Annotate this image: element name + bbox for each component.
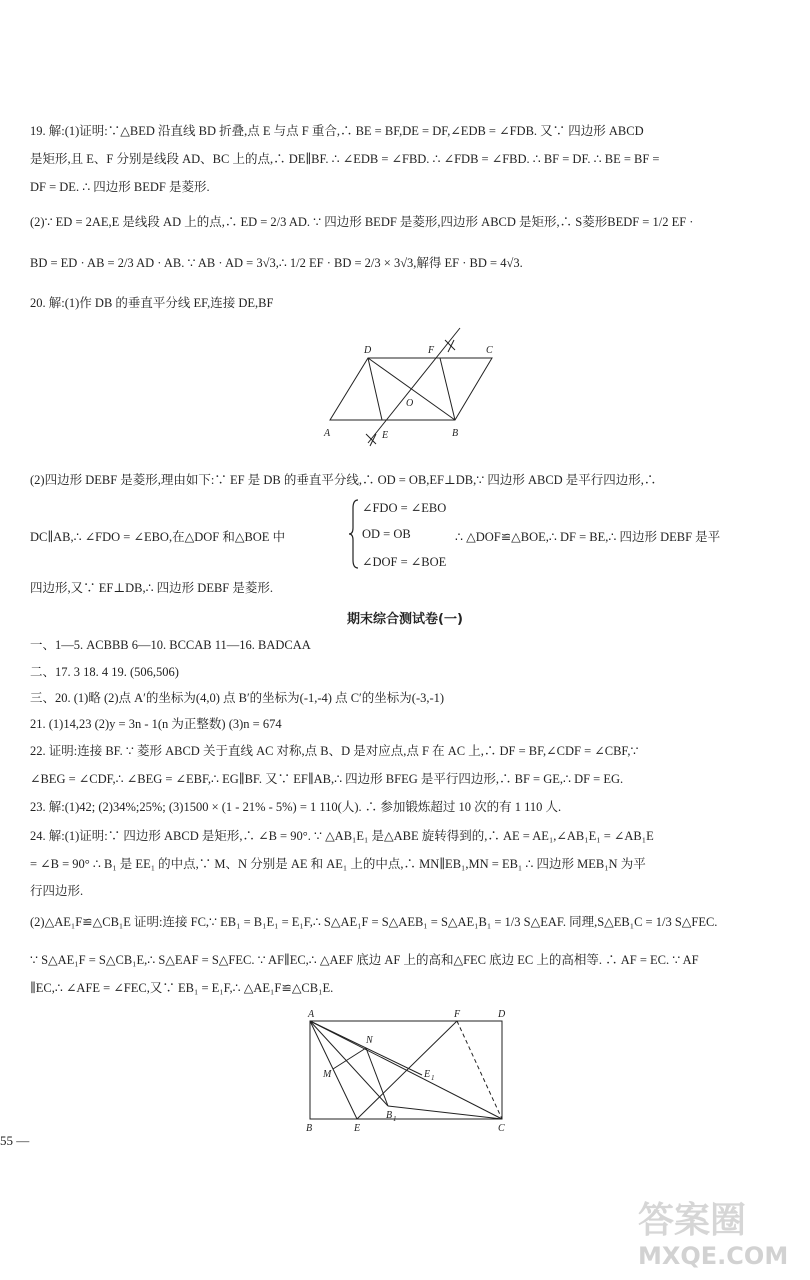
label-c: C	[486, 345, 493, 356]
text-line: 三、20. (1)略 (2)点 A′的坐标为(4,0) 点 B′的坐标为(-1,-4) 点 C′的坐标为(-3,-1)	[30, 691, 445, 705]
parallelogram-figure	[320, 318, 500, 448]
label-a: A	[308, 1009, 315, 1020]
text-line: 22. 证明:连接 BF. ∵ 菱形 ABCD 关于直线 AC 对称,点 B、D 是对应点,点 F 在 AC 上,∴ DF = BF,∠CDF = ∠CBF,∵	[30, 744, 639, 758]
label-d: D	[364, 345, 372, 356]
brace-prefix: DC∥AB,∴ ∠FDO = ∠EBO,在△DOF 和△BOE 中	[30, 530, 286, 544]
text-line: 四边形,又∵ EF⊥DB,∴ 四边形 DEBF 是菱形.	[30, 581, 273, 595]
text-line: ∵ S△AE₁F = S△CB₁E,∴ S△EAF = S△FEC. ∵ AF∥EC,∴ △AEF 底边 AF 上的高和△FEC 底边 EC 上的高相等. ∴ AF = EC. ∵ AF	[30, 953, 699, 967]
arc-mark-top	[445, 340, 455, 352]
label-f: F	[428, 345, 435, 356]
watermark-title: 答案圈	[638, 1200, 747, 1241]
text-line: 19. 解:(1)证明:∵△BED 沿直线 BD 折叠,点 E 与点 F 重合,∴ BE = BF,DE = DF,∠EDB = ∠FDB. 又∵ 四边形 ABCD	[30, 124, 644, 138]
label-e1-sub: 1	[431, 1074, 435, 1082]
watermark-logo	[630, 1190, 800, 1270]
text-line: 21. (1)14,23 (2)y = 3n - 1(n 为正整数) (3)n = 674	[30, 717, 282, 731]
rectangle-figure	[300, 1005, 515, 1135]
text-line: (2)∵ ED = 2AE,E 是线段 AD 上的点,∴ ED = 2/3 AD. ∵ 四边形 BEDF 是菱形,四边形 ABCD 是矩形,∴ S菱形BEDF = 1/2 EF ·	[30, 215, 694, 229]
congruence-conditions	[30, 494, 790, 574]
text-line: (2)△AE₁F≌△CB₁E 证明:连接 FC,∵ EB₁ = B₁E₁ = E₁F,∴ S△AE₁F = S△AEB₁ = S△AE₁B₁ = 1/3 S△EAF. 同理,S△EB₁C = 1/3 S△FEC.	[30, 915, 718, 929]
label-d: D	[498, 1009, 506, 1020]
section-heading: 期末综合测试卷(一)	[347, 612, 463, 627]
label-e: E	[382, 430, 389, 441]
segment-fc-dashed	[457, 1021, 502, 1119]
brace-suffix: ∴ △DOF≌△BOE,∴ DF = BE,∴ 四边形 DEBF 是平	[455, 530, 721, 544]
label-b: B	[306, 1123, 313, 1134]
segment-ae	[310, 1021, 357, 1119]
text-line: 是矩形,且 E、F 分别是线段 AD、BC 上的点,∴ DE∥BF. ∴ ∠EDB = ∠FBD. ∴ ∠FDB = ∠FBD. ∴ BF = DF. ∴ BE = BF =	[30, 152, 660, 166]
watermark-url: MXQE.COM	[638, 1242, 789, 1270]
text-line: 24. 解:(1)证明:∵ 四边形 ABCD 是矩形,∴ ∠B = 90°. ∵ △AB₁E₁ 是△ABE 旋转得到的,∴ AE = AE₁,∠AB₁E₁ = ∠AB₁E	[30, 829, 654, 843]
segment-ab1	[310, 1021, 388, 1106]
text-line: 一、1—5. ACBBB 6—10. BCCAB 11—16. BADCAA	[30, 638, 311, 652]
condition-3: ∠DOF = ∠BOE	[362, 555, 447, 569]
text-line: 二、17. 3 18. 4 19. (506,506)	[30, 665, 179, 679]
condition-2: OD = OB	[362, 527, 411, 541]
text-line: DF = DE. ∴ 四边形 BEDF 是菱形.	[30, 180, 210, 194]
condition-1: ∠FDO = ∠EBO	[362, 501, 447, 515]
text-line: (2)四边形 DEBF 是菱形,理由如下:∵ EF 是 DB 的垂直平分线,∴ OD = OB,EF⊥DB,∵ 四边形 ABCD 是平行四边形,∴	[30, 473, 657, 487]
label-c: C	[498, 1123, 505, 1134]
label-b1: B	[386, 1110, 393, 1121]
text-line: = ∠B = 90° ∴ B₁ 是 EE₁ 的中点,∵ M、N 分别是 AE 和 AE₁ 上的中点,∴ MN∥EB₁,MN = EB₁ ∴ 四边形 MEB₁N 为平	[30, 857, 646, 871]
label-m: M	[323, 1069, 332, 1080]
text-line: ∠BEG = ∠CDF,∴ ∠BEG = ∠EBF,∴ EG∥BF. 又∵ EF∥AB,∴ 四边形 BFEG 是平行四边形,∴ BF = GE,∴ DF = EG.	[30, 772, 624, 786]
label-o: O	[406, 398, 414, 409]
segment-b1c	[388, 1106, 502, 1119]
page-number: 55 —	[0, 1133, 30, 1148]
text-line: BD = ED · AB = 2/3 AD · AB. ∵ AB · AD = 3√3,∴ 1/2 EF · BD = 2/3 × 3√3,解得 EF · BD = 4√3.	[30, 256, 523, 270]
label-e: E	[354, 1123, 361, 1134]
text-line: 23. 解:(1)42; (2)34%;25%; (3)1500 × (1 - 21% - 5%) = 1 110(人). ∴ 参加锻炼超过 10 次的有 1 110 人.	[30, 800, 562, 814]
label-f: F	[454, 1009, 461, 1020]
text-line: ∥EC,∴ ∠AFE = ∠FEC,又∵ EB₁ = E₁F,∴ △AE₁F≌△CB₁E.	[30, 981, 334, 995]
label-b: B	[452, 428, 459, 439]
segment-de	[368, 358, 382, 420]
segment-ac	[310, 1021, 502, 1119]
text-line: 行四边形.	[30, 884, 84, 898]
text-line: 20. 解:(1)作 DB 的垂直平分线 EF,连接 DE,BF	[30, 296, 274, 310]
label-a: A	[324, 428, 331, 439]
left-brace	[348, 498, 360, 570]
label-b1-sub: 1	[393, 1115, 397, 1123]
label-n: N	[366, 1035, 373, 1046]
label-e1: E	[424, 1069, 431, 1080]
